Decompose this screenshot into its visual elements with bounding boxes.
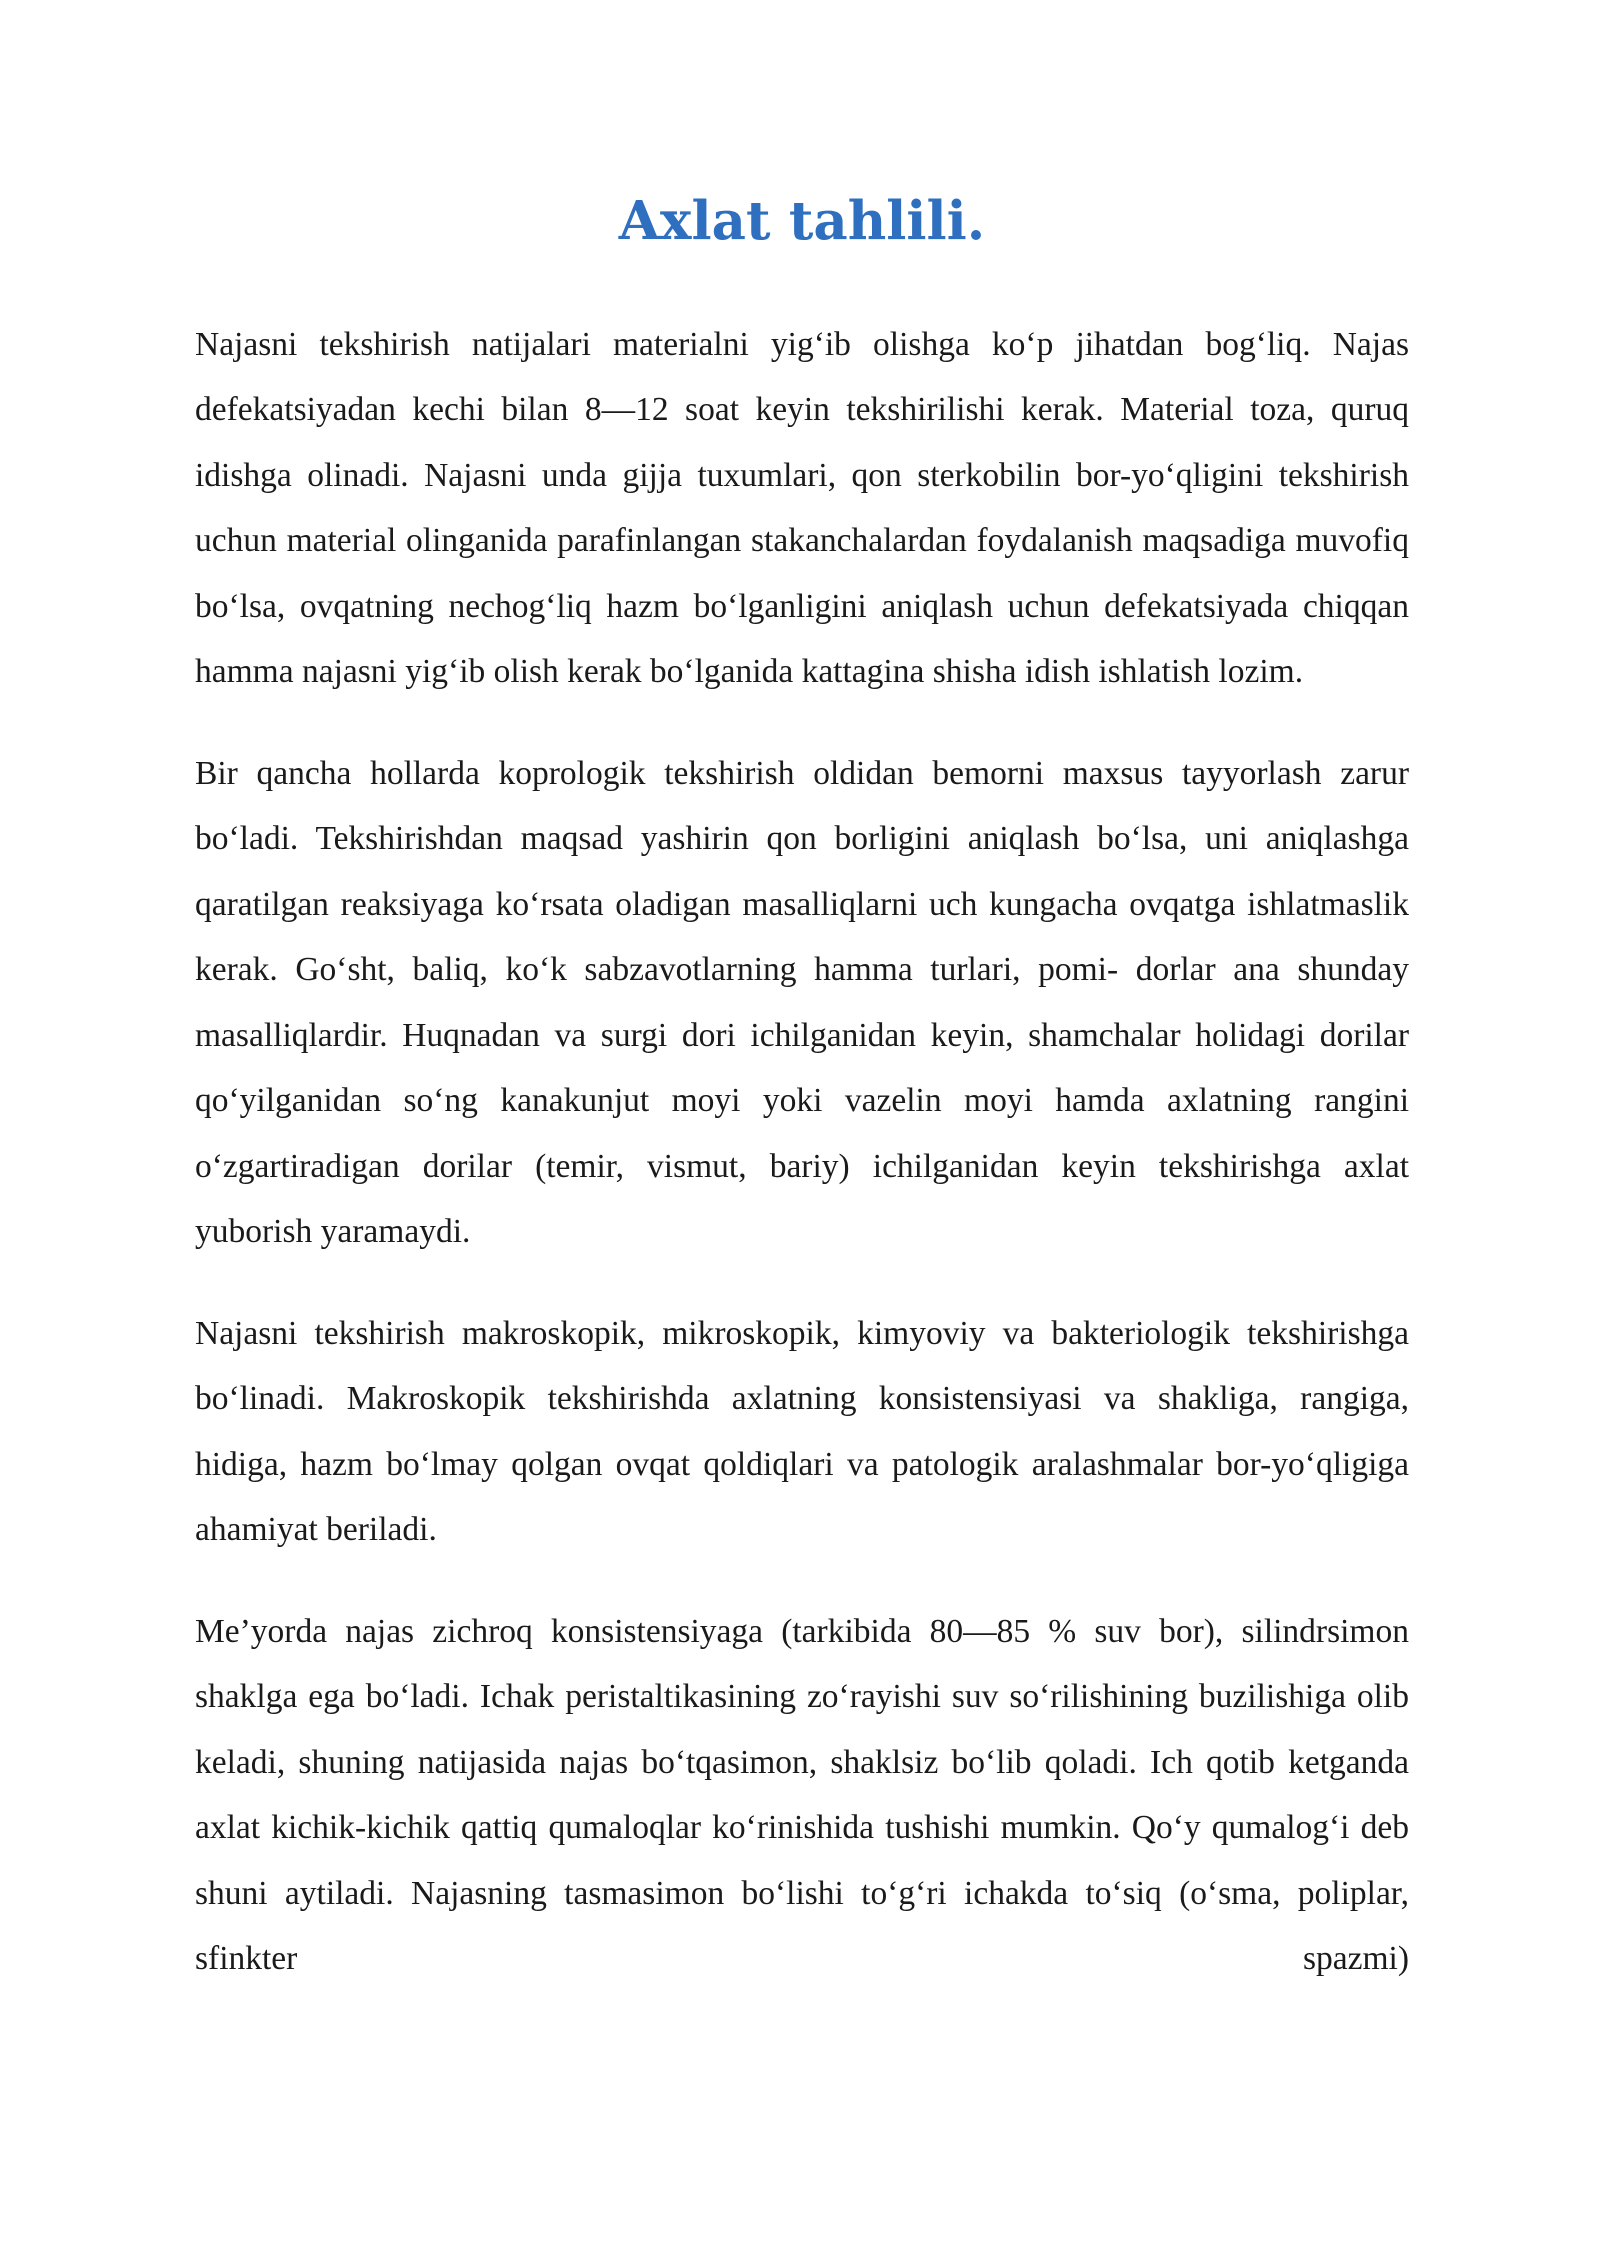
document-title: Axlat tahlili. (618, 190, 986, 252)
paragraph-4: Me’yorda najas zichroq konsistensiyaga (tarkibida 80—85 % suv bor), silindrsimon shaklga ega bo‘ladi. Ichak peristaltikasining zo‘rayishi suv so‘rilishining buzilishiga olib keladi, shuning natijasida najas bo‘tqasimon, shaklsiz bo‘lib qoladi. Ich qotib ketganda axlat kichik-kichik qattiq qumaloqlar ko‘rinishida tushishi mumkin. Qo‘y qumalog‘i deb shuni aytiladi. Najasning tasmasimon bo‘lishi to‘g‘ri ichakda to‘siq (o‘sma, poliplar, sfinkter spazmi) (195, 1612, 1409, 1978)
paragraph-3: Najasni tekshirish makroskopik, mikroskopik, kimyoviy va bakteriologik tekshirishga bo‘linadi. Makroskopik tekshirishda axlatning konsistensiyasi va shakliga, rangiga, hidiga, hazm bo‘lmay qolgan ovqat qoldiqlari va patologik aralashmalar bor-yo‘qligiga ahamiyat beriladi. (195, 1314, 1409, 1549)
paragraph-2: Bir qancha hollarda koprologik tekshirish oldidan bemorni maxsus tayyorlash zarur bo‘ladi. Tekshirishdan maqsad yashirin qon borligini aniqlash bo‘lsa, uni aniqlashga qaratilgan reaksiyaga ko‘rsata oladigan masalliqlarni uch kungacha ovqatga ishlatmaslik kerak. Go‘sht, baliq, ko‘k sabzavotlarning hamma turlari, pomi- dorlar ana shunday masalliqlardir. Huqnadan va surgi dori ichilganidan keyin, shamchalar holidagi dorilar qo‘yilganidan so‘ng kanakunjut moyi yoki vazelin moyi hamda axlatning rangini o‘zgartiradigan dorilar (temir, vismut, bariy) ichilganidan keyin tekshirishga axlat yuborish yaramaydi. (195, 754, 1409, 1251)
document-page (195, 190, 1409, 2028)
paragraph-1: Najasni tekshirish natijalari materialni yig‘ib olishga ko‘p jihatdan bog‘liq. Najas defekatsiyadan kechi bilan 8—12 soat keyin tekshirilishi kerak. Material toza, quruq idishga olinadi. Najasni unda gijja tuxumlari, qon sterkobilin bor-yo‘qligini tekshirish uchun material olinganida parafinlangan stakanchalardan foydalanish maqsadiga muvofiq bo‘lsa, ovqatning nechog‘liq hazm bo‘lganligini aniqlash uchun defekatsiyada chiqqan hamma najasni yig‘ib olish kerak bo‘lganida kattagina shisha idish ishlatish lozim. (195, 325, 1409, 691)
